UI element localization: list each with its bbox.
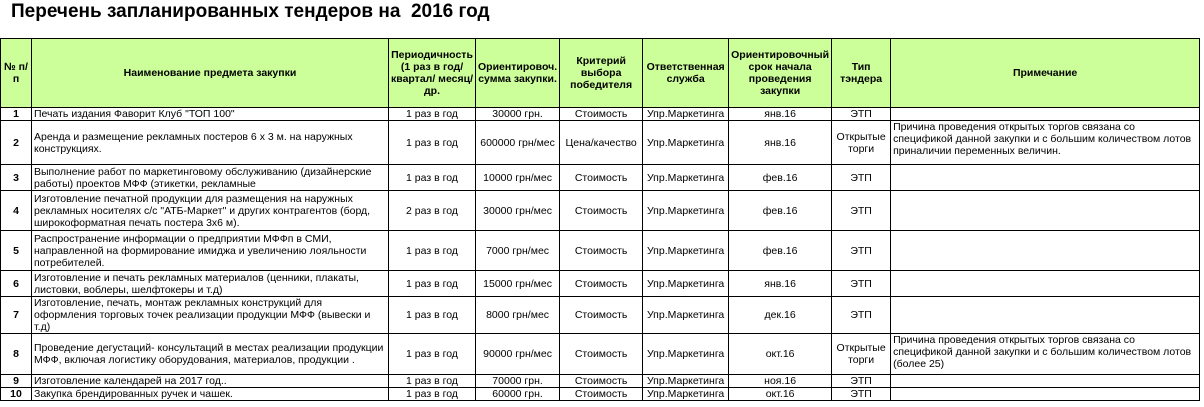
- table-row: [1, 121, 1200, 165]
- cell-criteria[interactable]: Цена/качество: [560, 121, 643, 165]
- cell-service[interactable]: Упр.Маркетинга: [643, 121, 729, 165]
- cell-criteria[interactable]: Стоимость: [560, 334, 643, 375]
- cell-service[interactable]: Упр.Маркетинга: [643, 231, 729, 271]
- header-note: Примечание: [891, 39, 1200, 108]
- cell-name[interactable]: Печать издания Фаворит Клуб "ТОП 100": [32, 108, 389, 121]
- cell-type[interactable]: ЭТП: [832, 297, 891, 334]
- cell-amount[interactable]: 7000 грн/мес: [476, 231, 560, 271]
- cell-period[interactable]: 1 раз в год: [389, 375, 476, 388]
- cell-num[interactable]: 5: [1, 231, 32, 271]
- cell-service[interactable]: Упр.Маркетинга: [643, 191, 729, 231]
- cell-criteria[interactable]: Стоимость: [560, 388, 643, 401]
- cell-start[interactable]: фев.16: [729, 231, 832, 271]
- table-row: [1, 271, 1200, 297]
- header-type: Тип тэндера: [832, 39, 891, 108]
- cell-amount[interactable]: 10000 грн/мес: [476, 165, 560, 191]
- cell-period[interactable]: 1 раз в год: [389, 165, 476, 191]
- cell-criteria[interactable]: Стоимость: [560, 375, 643, 388]
- cell-type[interactable]: ЭТП: [832, 231, 891, 271]
- page-title: Перечень запланированных тендеров на 2016 год: [11, 1, 490, 22]
- cell-note[interactable]: [891, 375, 1200, 388]
- cell-type[interactable]: Открытые торги: [832, 121, 891, 165]
- table-body: [1, 108, 1200, 401]
- cell-num[interactable]: 8: [1, 334, 32, 375]
- cell-criteria[interactable]: Стоимость: [560, 297, 643, 334]
- header-num: № п/п: [1, 39, 32, 108]
- tenders-table: [0, 38, 1200, 401]
- cell-amount[interactable]: 15000 грн/мес: [476, 271, 560, 297]
- cell-note[interactable]: [891, 231, 1200, 271]
- cell-service[interactable]: Упр.Маркетинга: [643, 388, 729, 401]
- cell-service[interactable]: Упр.Маркетинга: [643, 297, 729, 334]
- cell-service[interactable]: Упр.Маркетинга: [643, 271, 729, 297]
- cell-amount[interactable]: 70000 грн.: [476, 375, 560, 388]
- table-row: [1, 375, 1200, 388]
- cell-period[interactable]: 1 раз в год: [389, 121, 476, 165]
- header-service: Ответственная служба: [643, 39, 729, 108]
- cell-service[interactable]: Упр.Маркетинга: [643, 375, 729, 388]
- cell-note[interactable]: [891, 165, 1200, 191]
- cell-name[interactable]: Изготовление календарей на 2017 год..: [32, 375, 389, 388]
- cell-service[interactable]: Упр.Маркетинга: [643, 165, 729, 191]
- cell-criteria[interactable]: Стоимость: [560, 165, 643, 191]
- cell-start[interactable]: ноя.16: [729, 375, 832, 388]
- cell-start[interactable]: янв.16: [729, 108, 832, 121]
- cell-type[interactable]: ЭТП: [832, 165, 891, 191]
- cell-num[interactable]: 6: [1, 271, 32, 297]
- cell-name[interactable]: Закупка брендированных ручек и чашек.: [32, 388, 389, 401]
- header-start: Ориентировочный срок начала проведения закупки: [729, 39, 832, 108]
- cell-amount[interactable]: 90000 грн/мес: [476, 334, 560, 375]
- cell-start[interactable]: фев.16: [729, 165, 832, 191]
- cell-start[interactable]: янв.16: [729, 271, 832, 297]
- cell-type[interactable]: ЭТП: [832, 191, 891, 231]
- cell-num[interactable]: 3: [1, 165, 32, 191]
- cell-period[interactable]: 1 раз в год: [389, 334, 476, 375]
- cell-num[interactable]: 2: [1, 121, 32, 165]
- cell-type[interactable]: ЭТП: [832, 388, 891, 401]
- table-row: [1, 108, 1200, 121]
- cell-period[interactable]: 1 раз в год: [389, 271, 476, 297]
- cell-type[interactable]: ЭТП: [832, 108, 891, 121]
- header-criteria: Критерий выбора победителя: [560, 39, 643, 108]
- cell-criteria[interactable]: Стоимость: [560, 108, 643, 121]
- cell-start[interactable]: окт.16: [729, 334, 832, 375]
- cell-note[interactable]: [891, 191, 1200, 231]
- cell-period[interactable]: 1 раз в год: [389, 297, 476, 334]
- cell-num[interactable]: 7: [1, 297, 32, 334]
- cell-amount[interactable]: 8000 грн/мес: [476, 297, 560, 334]
- cell-amount[interactable]: 30000 грн/мес: [476, 191, 560, 231]
- cell-note[interactable]: Причина проведения открытых торгов связана со спецификой данной закупки и с большим количеством лотов (более 25): [891, 334, 1200, 375]
- cell-num[interactable]: 4: [1, 191, 32, 231]
- cell-name[interactable]: Аренда и размещение рекламных постеров 6 х 3 м. на наружных конструкциях.: [32, 121, 389, 165]
- cell-name[interactable]: Проведение дегустаций- консультаций в местах реализации продукции МФФ, включая логистику оборудования, материалов, продукции .: [32, 334, 389, 375]
- cell-name[interactable]: Изготовление и печать рекламных материалов (ценники, плакаты, листовки, воблеры, шелфтокеры и т.д): [32, 271, 389, 297]
- cell-num[interactable]: 10: [1, 388, 32, 401]
- cell-start[interactable]: фев.16: [729, 191, 832, 231]
- cell-type[interactable]: ЭТП: [832, 271, 891, 297]
- cell-name[interactable]: Распространение информации о предприятии МФФп в СМИ, направленной на формирование имиджа и увеличению лояльности потребителей.: [32, 231, 389, 271]
- table-row: [1, 165, 1200, 191]
- table-row: [1, 231, 1200, 271]
- cell-note[interactable]: Причина проведения открытых торгов связана со спецификой данной закупки и с большим количеством лотов приналичии переменных величин.: [891, 121, 1200, 165]
- cell-criteria[interactable]: Стоимость: [560, 191, 643, 231]
- cell-num[interactable]: 1: [1, 108, 32, 121]
- cell-num[interactable]: 9: [1, 375, 32, 388]
- cell-service[interactable]: Упр.Маркетинга: [643, 334, 729, 375]
- cell-note[interactable]: [891, 297, 1200, 334]
- cell-name[interactable]: Изготовление, печать, монтаж рекламных конструкций для оформления торговых точек реализации продукции МФФ (вывески и т.д): [32, 297, 389, 334]
- header-period: Периодичность (1 раз в год/ квартал/ месяц/ др.: [389, 39, 476, 108]
- table-row: [1, 297, 1200, 334]
- cell-period[interactable]: 1 раз в год: [389, 388, 476, 401]
- cell-amount[interactable]: 600000 грн/мес: [476, 121, 560, 165]
- cell-start[interactable]: окт.16: [729, 388, 832, 401]
- cell-name[interactable]: Изготовление печатной продукции для размещения на наружных рекламных носителях с/с "АТБ-Маркет" и других контрагентов (борд, широкоформатная печать постера 3х6 м).: [32, 191, 389, 231]
- cell-note[interactable]: [891, 271, 1200, 297]
- cell-type[interactable]: ЭТП: [832, 375, 891, 388]
- cell-note[interactable]: [891, 388, 1200, 401]
- cell-period[interactable]: 1 раз в год: [389, 231, 476, 271]
- cell-start[interactable]: дек.16: [729, 297, 832, 334]
- table-row: [1, 388, 1200, 401]
- header-row: [1, 39, 1200, 108]
- header-amount: Ориентировоч. сумма закупки.: [476, 39, 560, 108]
- cell-amount[interactable]: 60000 грн.: [476, 388, 560, 401]
- cell-start[interactable]: янв.16: [729, 121, 832, 165]
- table-row: [1, 334, 1200, 375]
- cell-criteria[interactable]: Стоимость: [560, 231, 643, 271]
- cell-name[interactable]: Выполнение работ по маркетинговому обслуживанию (дизайнерские работы) проектов МФФ (этикетки, рекламные: [32, 165, 389, 191]
- header-name: Наименование предмета закупки: [32, 39, 389, 108]
- cell-note[interactable]: [891, 108, 1200, 121]
- cell-criteria[interactable]: Стоимость: [560, 271, 643, 297]
- cell-period[interactable]: 1 раз в год: [389, 108, 476, 121]
- cell-period[interactable]: 2 раз в год: [389, 191, 476, 231]
- cell-amount[interactable]: 30000 грн.: [476, 108, 560, 121]
- cell-type[interactable]: Открытые торги: [832, 334, 891, 375]
- cell-service[interactable]: Упр.Маркетинга: [643, 108, 729, 121]
- table-row: [1, 191, 1200, 231]
